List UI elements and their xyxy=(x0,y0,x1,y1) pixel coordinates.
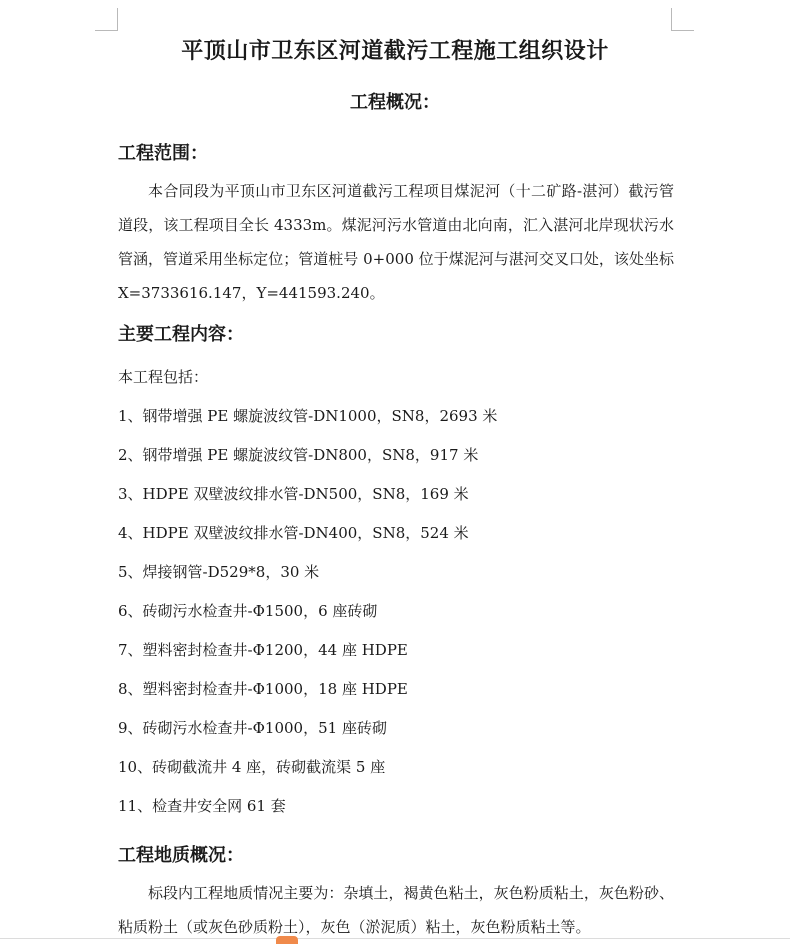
list-item: 10、砖砌截流井 4 座，砖砌截流渠 5 座 xyxy=(118,758,386,776)
heading-scope: 工程范围： xyxy=(118,143,208,164)
list-item: 7、塑料密封检查井-Φ1200，44 座 HDPE xyxy=(118,641,408,659)
scroll-indicator[interactable] xyxy=(276,936,298,944)
section-subtitle: 工程概况： xyxy=(350,92,440,113)
list-item: 3、HDPE 双壁波纹排水管-DN500，SN8，169 米 xyxy=(118,485,469,503)
list-item: 6、砖砌污水检查井-Φ1500，6 座砖砌 xyxy=(118,602,378,620)
list-item: 9、砖砌污水检查井-Φ1000，51 座砖砌 xyxy=(118,719,387,737)
list-item: 1、钢带增强 PE 螺旋波纹管-DN1000，SN8，2693 米 xyxy=(118,407,498,425)
content-intro: 本工程包括： xyxy=(118,368,209,386)
paragraph-scope: 本合同段为平顶山市卫东区河道截污工程项目煤泥河（十二矿路-湛河）截污管道段，该工程项目全长 4333m。煤泥河污水管道由北向南，汇入湛河北岸现状污水管涵，管道采用坐标定位；管道桩号 0+000 位于煤泥河与湛河交叉口处，该处坐标 X=3733616.147，Y=441593.240。 xyxy=(118,182,674,302)
heading-geology: 工程地质概况： xyxy=(118,845,244,866)
heading-main-content: 主要工程内容： xyxy=(118,324,244,345)
page-corner-mark-left xyxy=(95,8,118,31)
list-item: 2、钢带增强 PE 螺旋波纹管-DN800，SN8，917 米 xyxy=(118,446,479,464)
paragraph-geology: 标段内工程地质情况主要为：杂填土，褐黄色粘土，灰色粉质粘土，灰色粉砂、粘质粉土（或灰色砂质粉土），灰色（淤泥质）粘土，灰色粉质粘土等。 xyxy=(118,884,674,936)
document-title: 平顶山市卫东区河道截污工程施工组织设计 xyxy=(181,38,609,64)
page-corner-mark-right xyxy=(671,8,694,31)
list-item: 8、塑料密封检查井-Φ1000，18 座 HDPE xyxy=(118,680,408,698)
list-item: 11、检查井安全网 61 套 xyxy=(118,797,286,815)
page-bottom-divider xyxy=(0,938,790,939)
list-item: 5、焊接钢管-D529*8，30 米 xyxy=(118,563,320,581)
list-item: 4、HDPE 双壁波纹排水管-DN400，SN8，524 米 xyxy=(118,524,469,542)
